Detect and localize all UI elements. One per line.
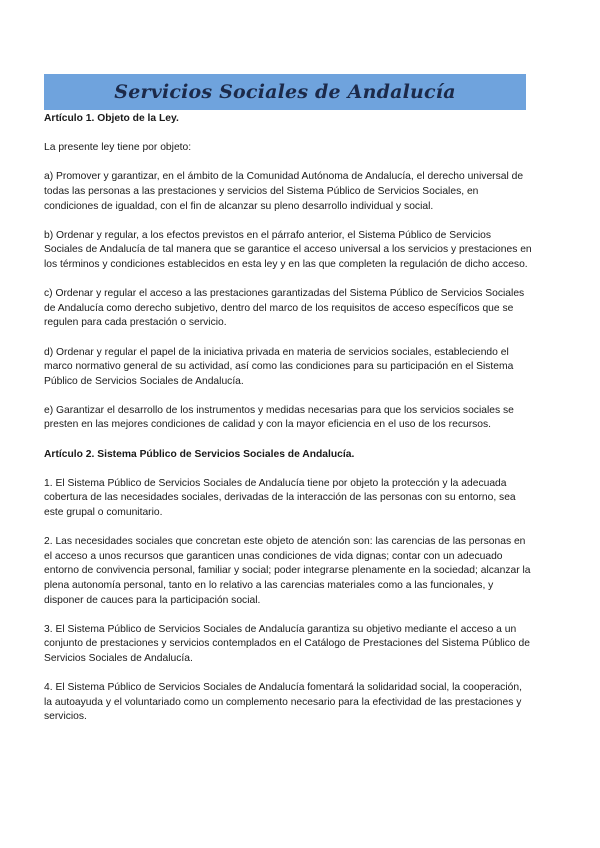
document-body: [44, 112, 532, 740]
article-1-item-d: d) Ordenar y regular el papel de la iniciativa privada en materia de servicios sociales, estableciendo el marco normativo general de su actividad, así como las condiciones para su participación en el Sistema Público de Servicios Sociales de Andalucía.: [44, 346, 514, 387]
article-2-item-4: 4. El Sistema Público de Servicios Sociales de Andalucía fomentará la solidaridad social, la cooperación, la autoayuda y el voluntariado como un complemento necesario para la efectividad de las prestaciones y servicios.: [44, 682, 522, 723]
article-1-item-b: b) Ordenar y regular, a los efectos previstos en el párrafo anterior, el Sistema Público de Servicios Sociales de Andalucía de tal manera que se garantice el acceso universal a los servicios y prestaciones en los términos y condiciones establecidos en esta ley y en las que completen la regulación de dicho acceso.: [44, 229, 532, 270]
article-1-intro: La presente ley tiene por objeto:: [44, 142, 192, 154]
article-1-item-c: c) Ordenar y regular el acceso a las prestaciones garantizadas del Sistema Público de Servicios Sociales de Andalucía como derecho subjetivo, dentro del marco de los requisitos de acceso específicos que se regulen para cada prestación o servicio.: [44, 288, 525, 329]
article-2-item-1: 1. El Sistema Público de Servicios Sociales de Andalucía tiene por objeto la protección y la adecuada cobertura de las necesidades sociales, derivadas de la interacción de las personas con su entorno, sea este grupal o comunitario.: [44, 477, 516, 519]
article-1-heading: Artículo 1. Objeto de la Ley.: [44, 113, 179, 124]
article-2-item-2: 2. Las necesidades sociales que concretan este objeto de atención son: las carencias de las personas en el acceso a unos recursos que garanticen unas condiciones de vida dignas; contar con un adecuado entorno de convivencia personal, familiar y social; poder integrarse plenamente en la sociedad; alcanzar la plena autonomía personal, tanto en lo relativo a las carencias materiales como a las funcionales, y disponer de cauces para la participación social.: [44, 536, 531, 606]
article-2-item-3: 3. El Sistema Público de Servicios Sociales de Andalucía garantiza su objetivo mediante el acceso a un conjunto de prestaciones y servicios contemplados en el Catálogo de Prestaciones del Sistema Público de Servicios Sociales de Andalucía.: [44, 623, 530, 664]
article-2-heading: Artículo 2. Sistema Público de Servicios Sociales de Andalucía.: [44, 448, 355, 460]
article-1-item-e: e) Garantizar el desarrollo de los instrumentos y medidas necesarias para que los servicios sociales se presten en las mejores condiciones de calidad y con la mayor eficiencia en el uso de los recursos.: [44, 404, 514, 431]
document-title: Servicios Sociales de Andalucía: [114, 81, 456, 103]
title-banner: [44, 74, 526, 110]
article-1-item-a: a) Promover y garantizar, en el ámbito de la Comunidad Autónoma de Andalucía, el derecho universal de todas las personas a las prestaciones y servicios del Sistema Público de Servicios Sociales, en condiciones de igualdad, con el fin de alcanzar su pleno desarrollo individual y social.: [44, 171, 524, 212]
